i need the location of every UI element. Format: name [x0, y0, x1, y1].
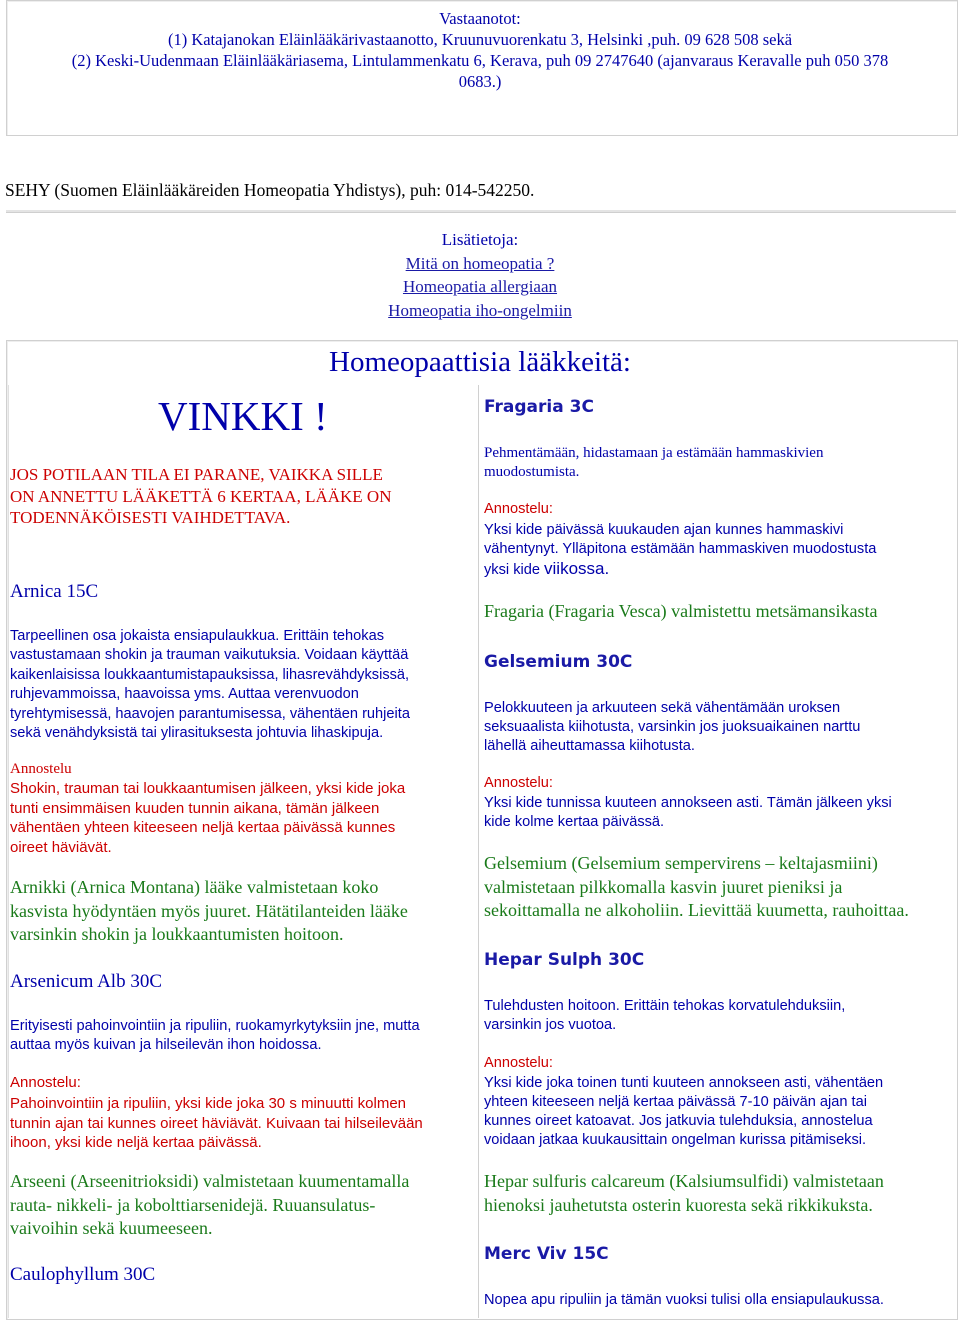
arnica-dosage-label: Annostelu: [10, 761, 72, 777]
text-span: viikossa.: [544, 559, 610, 578]
arnica-info: [10, 876, 408, 947]
text-line: Tulehdusten hoitoon. Erittäin tehokas korvatulehduksiin,: [484, 998, 846, 1014]
contacts-section: [0, 8, 960, 92]
fragaria-dosage-label: Annostelu:: [484, 501, 553, 517]
text-line: voidaan jatkaa kuukausittain ongelman kurissa pitämiseksi.: [484, 1132, 867, 1148]
text-line: auttaa myös kuivan ja hilseilevän ihon hoidossa.: [10, 1037, 322, 1054]
text-line: kunnes oireet katoavat. Jos jatkuvia tulehduksia, annostelua: [484, 1113, 873, 1129]
text-line: tunnin ajan tai kunnes oireet häviävät. Kuivaan tai hilseilevään: [10, 1114, 423, 1132]
gelsemium-dosage: [484, 794, 892, 832]
text-line: kasvista hyödyntäen myös juuret. Hätätilanteiden lääke: [10, 900, 408, 921]
merc-description: Nopea apu ripuliin ja tämän vuoksi tulisi olla ensiapulaukussa.: [484, 1292, 884, 1308]
text-line: Pahoinvointiin ja ripuliin, yksi kide joka 30 s minuutti kolmen: [10, 1095, 407, 1112]
tip-warning-line: JOS POTILAAN TILA EI PARANE, VAIKKA SILLE: [10, 465, 383, 484]
hepar-info: [484, 1170, 884, 1217]
text-line: rauta- nikkeli- ja kobolttiarsenidejä. Ruuansulatus-: [10, 1194, 376, 1215]
contacts-line-3: 0683.): [458, 72, 502, 91]
hepar-dosage-label: Annostelu:: [484, 1055, 553, 1071]
gelsemium-info: [484, 852, 909, 923]
column-divider: [478, 385, 479, 1318]
tip-warning-line: ON ANNETTU LÄÄKETTÄ 6 KERTAA, LÄÄKE ON: [10, 486, 392, 506]
text-line: Arseeni (Arseenitrioksidi) valmistetaan kuumentamalla: [10, 1171, 410, 1191]
contacts-line-2: (2) Keski-Uudenmaan Eläinlääkäriasema, Lintulammenkatu 6, Kerava, puh 09 2747640 (ajanvaraus Keravalle puh 050 378: [71, 51, 889, 70]
fragaria-info: Fragaria (Fragaria Vesca) valmistettu metsämansikasta: [484, 601, 878, 621]
arsenicum-title: Arsenicum Alb 30C: [10, 971, 162, 992]
caulophyllum-title: Caulophyllum 30C: [10, 1264, 156, 1285]
text-span: yksi kide: [484, 562, 545, 578]
text-line: kide kolme kertaa päivässä.: [484, 814, 665, 830]
text-line: varsinkin jos vuotoa.: [484, 1017, 617, 1033]
arnica-dosage: [10, 779, 405, 857]
text-line: valmistetaan pilkkomalla kasvin juuret pieniksi ja: [484, 876, 843, 897]
arsenicum-dosage-label: Annostelu:: [10, 1074, 81, 1091]
text-line: Pehmentämään, hidastamaan ja estämään hammaskivien: [484, 445, 824, 461]
text-line: hienoksi jauhetutsta osterin kuoresta sekä rikkikuksta.: [484, 1194, 873, 1215]
divider: [6, 210, 956, 213]
text-line: yhteen kiteeseen neljä kertaa päivässä 7-10 päivän ajan tai: [484, 1094, 867, 1110]
text-line: Yksi kide tunnissa kuuteen annokseen asti. Tämän jälkeen yksi: [484, 795, 892, 811]
text-line: Arnikki (Arnica Montana) lääke valmistetaan koko: [10, 877, 379, 897]
arnica-title: Arnica 15C: [10, 581, 99, 602]
hepar-description: [484, 997, 845, 1035]
text-line: [484, 559, 876, 580]
arsenicum-info: [10, 1170, 409, 1241]
arsenicum-dosage: [10, 1094, 423, 1153]
text-line: Yksi kide päivässä kuukauden ajan kunnes hammaskivi: [484, 522, 844, 538]
text-line: vähentynyt. Ylläpitona estämään hammaskiven muodostusta: [484, 541, 877, 557]
text-line: ihoon, yksi kide neljä kertaa päivässä.: [10, 1134, 262, 1151]
text-line: vaivoihin sekä kuumeeseen.: [10, 1218, 213, 1238]
sehy-line: SEHY (Suomen Eläinlääkäreiden Homeopatia Yhdistys), puh: 014-542250.: [5, 180, 535, 200]
text-line: tyrehtymisessä, haavojen parantumisessa, vähentäen ruhjeita: [10, 705, 410, 722]
text-line: Hepar sulfuris calcareum (Kalsiumsulfidi) valmistetaan: [484, 1171, 884, 1191]
text-line: muodostumista.: [484, 464, 580, 480]
link-what-is-homeopathy[interactable]: Mitä on homeopatia ?: [405, 253, 555, 273]
hepar-dosage: [484, 1074, 883, 1150]
fragaria-dosage: [484, 521, 876, 580]
tip-warning-line: TODENNÄKÖISESTI VAIHDETTAVA.: [10, 508, 291, 527]
text-line: vähentäen yhteen kiteeseen neljä kertaa päivässä kunnes: [10, 819, 396, 836]
text-line: Gelsemium (Gelsemium sempervirens – keltajasmiini): [484, 853, 878, 873]
merc-title: Merc Viv 15C: [484, 1244, 609, 1264]
arsenicum-description: [10, 1017, 420, 1056]
left-column-frame: [8, 385, 9, 1318]
fragaria-title: Fragaria 3C: [484, 397, 594, 417]
gelsemium-title: Gelsemium 30C: [484, 652, 633, 672]
text-line: sekä venähdyksistä tai ylirasituksesta johtuvia lihaskipuja.: [10, 725, 384, 742]
text-line: seksuaalista kiihotusta, varsinkin jos juoksuaikainen narttu: [484, 719, 861, 735]
text-line: oireet häviävät.: [10, 838, 112, 856]
more-info-title: Lisätietoja:: [441, 230, 519, 249]
text-line: Yksi kide joka toinen tunti kuuteen annokseen asti, vähentäen: [484, 1075, 884, 1091]
text-line: Erityisesti pahoinvointiin ja ripuliin, ruokamyrkytyksiin jne, mutta: [10, 1018, 420, 1034]
text-line: Shokin, trauman tai loukkaantumisen jälkeen, yksi kide joka: [10, 780, 406, 797]
gelsemium-dosage-label: Annostelu:: [484, 775, 553, 791]
link-homeopathy-allergy[interactable]: Homeopatia allergiaan: [402, 277, 558, 296]
text-line: sekoittamalla ne alkoholiin. Lievittää kuumetta, rauhoittaa.: [484, 900, 909, 920]
more-info: [0, 228, 960, 322]
text-line: kaikenlaisissa loukkaantumistapauksissa, lihasrevähdyksissä,: [10, 666, 410, 683]
contacts-line-1: (1) Katajanokan Eläinlääkärivastaanotto, Kruunuvuorenkatu 3, Helsinki ,puh. 09 628 508 sekä: [167, 30, 793, 49]
text-line: ruhjevammoissa, haavoissa yms. Auttaa verenvuodon: [10, 686, 359, 703]
text-line: lähellä aiheuttamassa kiihotusta.: [484, 738, 695, 754]
text-line: Pelokkuuteen ja arkuuteen sekä vähentämään uroksen: [484, 700, 841, 716]
text-line: vastustamaan shokin ja trauman vaikutuksia. Voidaan käyttää: [10, 647, 409, 664]
remedies-heading: Homeopaattisia lääkkeitä:: [329, 346, 631, 378]
gelsemium-description: [484, 699, 860, 756]
text-line: varsinkin shokin ja loukkaantumisten hoitoon.: [10, 924, 344, 944]
hepar-title: Hepar Sulph 30C: [484, 950, 645, 970]
fragaria-description: [484, 444, 823, 482]
tip-title: VINKKI !: [158, 393, 328, 439]
contacts-title: Vastaanotot:: [439, 9, 521, 28]
arnica-description: [10, 627, 410, 743]
text-line: tunti ensimmäisen kuuden tunnin aikana, tämän jälkeen: [10, 799, 380, 817]
tip-warning: [10, 464, 391, 529]
text-line: Tarpeellinen osa jokaista ensiapulaukkua. Erittäin tehokas: [10, 628, 384, 644]
link-homeopathy-skin[interactable]: Homeopatia iho-ongelmiin: [388, 300, 572, 320]
